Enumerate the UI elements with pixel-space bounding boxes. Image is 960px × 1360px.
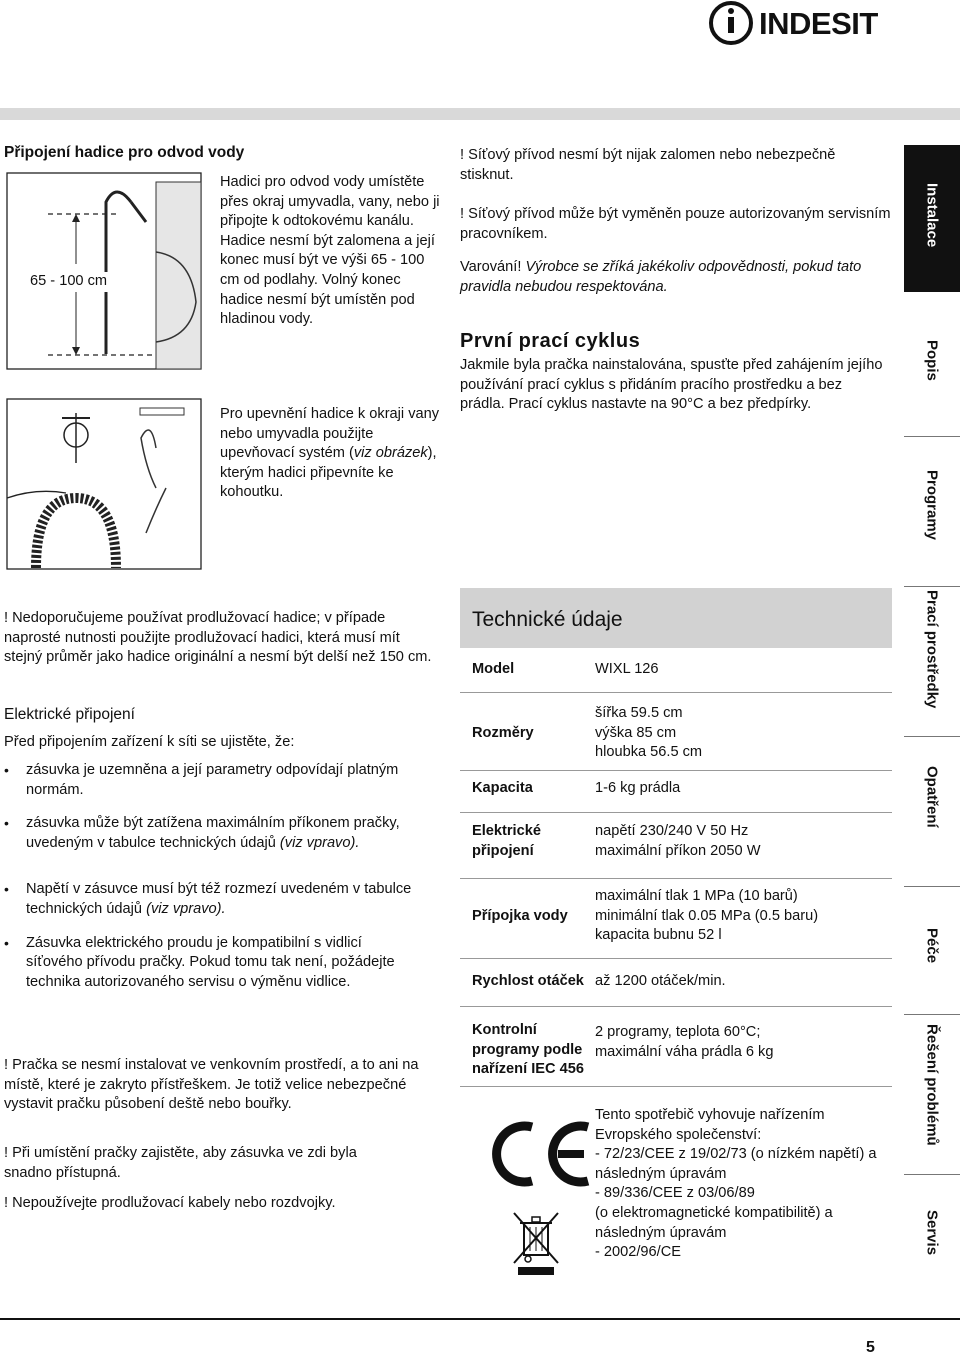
tech-value: maximální tlak 1 MPa (10 barů) minimální tlak 0.05 MPa (0.5 baru) kapacita bubnu 52 l xyxy=(595,888,819,944)
tab-label: Prací prostředky xyxy=(923,590,941,709)
tech-value: 1-6 kg prádla xyxy=(595,780,681,796)
warning-extension: ! Nepoužívejte prodlužovací kabely nebo rozdvojky. xyxy=(4,1195,336,1211)
tab-label: Popis xyxy=(923,340,941,381)
tech-value: WIXL 126 xyxy=(595,661,659,677)
tab-label: Servis xyxy=(923,1210,941,1256)
tab-label: Řešení problémů xyxy=(923,1024,941,1146)
tech-row-spin xyxy=(460,959,892,1007)
tech-value: napětí 230/240 V 50 Hz maximální příkon 2050 W xyxy=(595,823,761,859)
tech-row-capacity xyxy=(460,771,892,813)
checklist-item: • zásuvka je uzemněna a její parametry odpovídají platným normám. xyxy=(4,761,414,800)
tech-row-dimensions xyxy=(460,693,892,771)
header-band xyxy=(0,108,960,120)
drain-para-2-b: ), kterým hadici připevníte ke kohoutku. xyxy=(220,445,437,501)
tech-row-compliance xyxy=(460,1087,892,1311)
tech-row-electrical xyxy=(460,813,892,879)
compliance-line: Tento spotřebič vyhovuje nařízením Evropského společenství: xyxy=(595,1107,825,1143)
tech-key: Rychlost otáček xyxy=(472,973,584,989)
tab-instalace[interactable] xyxy=(904,145,960,292)
washer-hose-illustration xyxy=(6,172,202,370)
first-cycle-heading: První prací cyklus xyxy=(460,330,641,352)
liability-warning xyxy=(460,258,885,297)
compliance-line: (o elektromagnetické kompatibilitě) a následným úpravám xyxy=(595,1204,833,1241)
compliance-line: - 2002/96/CE xyxy=(595,1244,681,1261)
compliance-line: - 89/336/CEE z 03/06/89 xyxy=(595,1185,755,1202)
tab-servis[interactable] xyxy=(904,1174,960,1318)
tab-popis[interactable] xyxy=(904,292,960,437)
tech-key: Přípojka vody xyxy=(472,908,568,924)
drain-para-1: Hadici pro odvod vody umístěte přes okraj umyvadla, vany, nebo ji připojte k odtokovému kanálu. Hadice nesmí být zalomena a její konec musí být ve výši 65 - 100 cm od podlahy. Volný konec hadice nesmí být umístěn pod hladinou vody. xyxy=(220,174,440,328)
ce-mark-icon xyxy=(484,1119,594,1189)
drain-para-2-italic: viz obrázek xyxy=(353,445,428,462)
checklist-item: • Zásuvka elektrického proudu je kompatibilní s vidlicí síťového přívodu pračky. Pokud tomu tak není, požádejte technika autorizovaného servisu o výměnu vidlice. xyxy=(4,934,414,993)
electrical-intro: Před připojením zařízení k síti se ujistěte, že: xyxy=(4,734,295,750)
tech-value: 2 programy, teplota 60°C; maximální váha prádla 6 kg xyxy=(595,1024,774,1060)
warning-italic: Výrobce se zříká jakékoliv odpovědnosti, pokud tato pravidla nebudou respektována. xyxy=(460,259,862,295)
drain-height-figure xyxy=(6,172,202,370)
extension-note: ! Nedoporučujeme používat prodlužovací hadice; v případe naprosté nutnosti použijte prodlužovací hadici, která musí mít stejný průměr jako hadice originální a nesmí být delší než 150 cm. xyxy=(4,610,432,666)
height-label: 65 - 100 cm xyxy=(28,272,109,292)
tech-data-table xyxy=(460,588,892,1311)
ce-marks xyxy=(460,1087,595,1311)
tech-key: Kapacita xyxy=(472,780,533,796)
hose-clamp-figure xyxy=(6,398,202,570)
checklist-item: • zásuvka může být zatížena maximálním příkonem pračky, uvedeným v tabulce technických údajů (viz vpravo). xyxy=(4,814,414,853)
weee-bin-icon xyxy=(510,1211,562,1277)
drain-heading: Připojení hadice pro odvod vody xyxy=(4,144,245,161)
page-number: 5 xyxy=(866,1339,875,1356)
brand-name: INDESIT xyxy=(759,6,878,41)
tab-opatreni[interactable] xyxy=(904,736,960,887)
warning-label: Varování! xyxy=(460,259,526,275)
tech-row-water xyxy=(460,879,892,959)
tech-value: šířka 59.5 cm výška 85 cm hloubka 56.5 cm xyxy=(595,705,703,761)
tech-key: Kontrolní programy podle nařízení IEC 456 xyxy=(472,1022,584,1078)
hose-clamp-illustration xyxy=(6,398,202,570)
tab-label: Instalace xyxy=(923,183,941,248)
tech-key: Model xyxy=(472,661,515,677)
tab-label: Opatření xyxy=(923,766,941,828)
compliance-text xyxy=(595,1087,892,1311)
brand-logo-icon xyxy=(705,0,757,46)
tab-label: Programy xyxy=(923,470,941,541)
electrical-checklist xyxy=(4,761,414,1006)
cable-note-1: ! Síťový přívod nesmí být nijak zalomen nebo nebezpečně stisknut. xyxy=(460,147,836,183)
tech-row-programs xyxy=(460,1007,892,1087)
tab-pece[interactable] xyxy=(904,886,960,1015)
tech-key: Rozměry xyxy=(472,725,534,741)
electrical-heading: Elektrické připojení xyxy=(4,706,135,723)
warning-socket-access: ! Při umístění pračky zajistěte, aby zásuvka ve zdi byla snadno přístupná. xyxy=(4,1145,357,1181)
footer-line xyxy=(0,1318,960,1320)
tech-row-model xyxy=(460,648,892,693)
warning-outdoor: ! Pračka se nesmí instalovat ve venkovním prostředí, a to ani na místě, které je zakryto přístřeškem. Je totiž velice nebezpečné vystavit pračku působení deště nebo bouřky. xyxy=(4,1057,419,1113)
drain-para-2 xyxy=(220,405,442,503)
first-cycle-text: Jakmile byla pračka nainstalována, spusťte před zahájením jejího používání prací cyklus s přidáním pracího prostředku a bez prádla. Prací cyklus nastavte na 90°C a bez předpírky. xyxy=(460,357,883,413)
tab-reseni-problemu[interactable] xyxy=(904,1014,960,1175)
tech-value: až 1200 otáček/min. xyxy=(595,973,726,989)
tech-key: Elektrické připojení xyxy=(472,823,541,859)
cable-note-2: ! Síťový přívod může být vyměněn pouze autorizovaným servisním pracovníkem. xyxy=(460,206,891,242)
drain-para-2-a: Pro upevnění hadice k okraji vany nebo umyvadla použijte upevňovací systém ( xyxy=(220,406,440,462)
brand-logo xyxy=(705,0,895,46)
tab-praci-prostredky[interactable] xyxy=(904,586,960,737)
tab-label: Péče xyxy=(923,928,941,964)
compliance-line: - 72/23/CEE z 19/02/73 (o nízkém napětí) a následným úpravám xyxy=(595,1146,877,1182)
checklist-item: • Napětí v zásuvce musí být též rozmezí uvedeném v tabulce technických údajů (viz vpravo). xyxy=(4,880,414,919)
tab-programy[interactable] xyxy=(904,436,960,587)
tech-title: Technické údaje xyxy=(460,588,892,648)
